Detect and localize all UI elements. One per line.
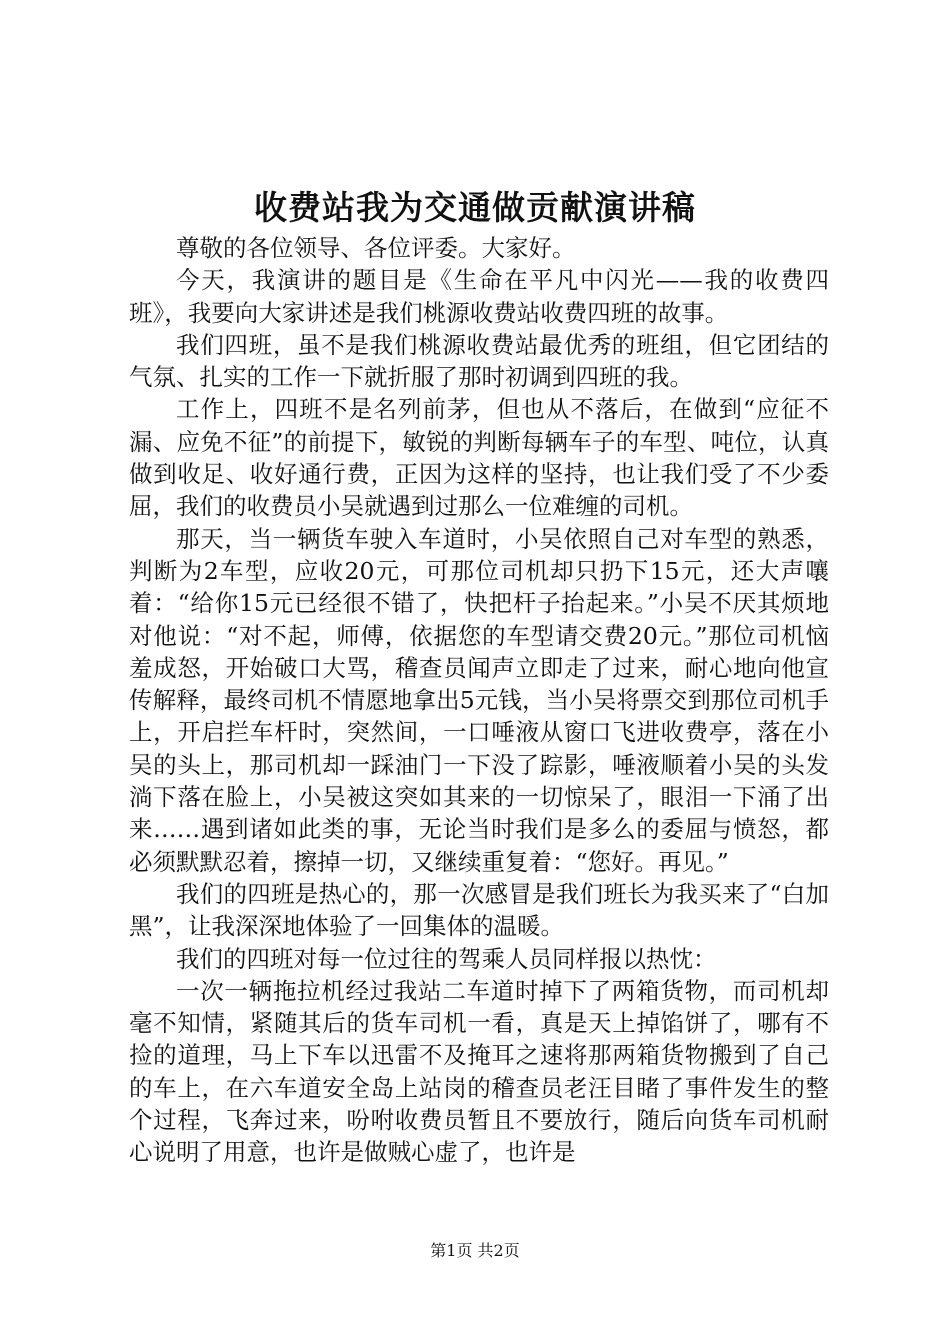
document-title: 收费站我为交通做贡献演讲稿 xyxy=(254,188,696,227)
paragraph: 一次一辆拖拉机经过我站二车道时掉下了两箱货物，而司机却毫不知情，紧随其后的货车司机一看，真是天上掉馅饼了，哪有不捡的道理，马上下车以迅雷不及掩耳之速将那两箱货物搬到了自己的车上，在六车道安全岛上站岗的稽查员老汪目睹了事件发生的整个过程，飞奔过来，吩咐收费员暂且不要放行，随后向货车司机耐心说明了用意，也许是做贼心虚了，也许是 xyxy=(129,976,829,1167)
page-number-footer: 第1页 共2页 xyxy=(430,1241,520,1260)
paragraph: 我们的四班是热心的，那一次感冒是我们班长为我买来了“白加黑”，让我深深地体验了一回集体的温暖。 xyxy=(129,879,829,941)
paragraph: 我们的四班对每一位过往的驾乘人员同样报以热忱： xyxy=(176,944,717,973)
paragraph: 那天，当一辆货车驶入车道时，小吴依照自己对车型的熟悉，判断为2车型，应收20元，可那位司机却只扔下15元，还大声嚷着：“给你15元已经很不错了，快把杆子抬起来。”小吴不厌其烦地对他说：“对不起，师傅，依据您的车型请交费20元。”那位司机恼羞成怒，开始破口大骂，稽查员闻声立即走了过来，耐心地向他宣传解释，最终司机不情愿地拿出5元钱，当小吴将票交到那位司机手上，开启拦车杆时，突然间，一口唾液从窗口飞进收费亭，落在小吴的头上，那司机却一踩油门一下没了踪影，唾液顺着小吴的头发淌下落在脸上，小吴被这突如其来的一切惊呆了，眼泪一下涌了出来……遇到诸如此类的事，无论当时我们是多么的委屈与愤怒，都必须默默忍着，擦掉一切，又继续重复着：“您好。再见。” xyxy=(129,524,829,876)
paragraph: 尊敬的各位领导、各位评委。大家好。 xyxy=(176,234,576,262)
paragraph: 我们四班，虽不是我们桃源收费站最优秀的班组，但它团结的气氛、扎实的工作一下就折服了那时初调到四班的我。 xyxy=(129,330,829,392)
paragraph: 今天，我演讲的题目是《生命在平凡中闪光——我的收费四班》，我要向大家讲述是我们桃源收费站收费四班的故事。 xyxy=(129,266,829,327)
paragraph: 工作上，四班不是名列前茅，但也从不落后，在做到“应征不漏、应免不征”的前提下，敏锐的判断每辆车子的车型、吨位，认真做到收足、收好通行费，正因为这样的坚持，也让我们受了不少委屈，我们的收费员小吴就遇到过那么一位难缠的司机。 xyxy=(129,395,829,521)
document-body xyxy=(129,232,829,1169)
